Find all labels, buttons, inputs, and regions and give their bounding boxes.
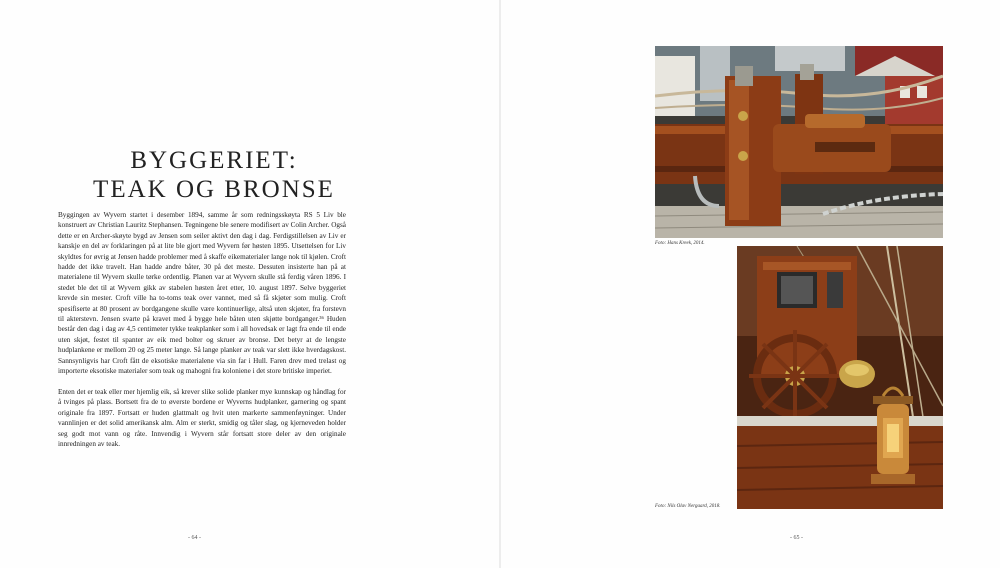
body-text [58,210,346,460]
title-line-1: BYGGERIET: [130,147,298,174]
photo-deck-bollard [655,46,943,238]
chapter-title [58,146,370,204]
title-line-2: TEAK OG BRONSE [93,176,335,203]
helm-lantern-illustration [737,246,943,509]
paragraph-2: Enten det er teak eller mer hjemlig eik, så krever slike solide planker mye kunnskap og håndlag for å tvinges på plass. Bortsett fra de to øverste bordene er Wyverns hudplanker, garnering og spant originale fra 1897. Fortsatt er huden glattmalt og hvit uten markerte sammenføyninger. Under vannlinjen er det solid amerikansk alm. Alm er sterkt, smidig og tåler slag, og kjerneveden holder seg godt mot vann og råte. Innvendig i Wyvern står fortsatt store deler av den originale innredningen av teak. [58,387,346,448]
page-number-right: - 65 - [790,535,803,541]
photo-top-caption: Foto: Hans Kreek, 2014. [655,241,705,246]
photo-helm-lantern [737,246,943,509]
page-number-left: - 64 - [188,535,201,541]
paragraph-1: Byggingen av Wyvern startet i desember 1894, samme år som redningsskøyta RS 5 Liv ble konstruert av Christian Lauritz Stephansen. Tegningene ble senere modifisert av Colin Archer. Også dette er en Archer-skøyte bygd av Jensen som seiler aktivt den dag i dag. Ferdigstillelsen av Liv er kanskje en del av forklaringen på at lite ble gjort med Wyvern før høsten 1895. Utsettelsen for Liv skyldtes for øvrig at Jensen hadde problemer med å skaffe eikematerialer lange nok til kjølen. Croft hadde det ikke travelt. Han hadde andre båter, 30 på det meste. Dessuten insisterte han på at materialene til Wyvern skulle tørke ordentlig. Planen var at Wyvern skulle stå ferdig våren 1896. I stedet ble det til at Wyvern gikk av stabelen høsten året etter, 10. august 1897. Selve byggeriet krevde sin mester. Croft ville ha to-toms teak over vannet, med så få skjøter som mulig. Croft spesifiserte at 80 prosent av bordgangene skulle være kontinuerlige, altså uten skjøter, fra forstevn til akterstevn. Jensen svarte på kravet med å bygge hele båten uten skjøtte bordganger.³⁶ Huden består den dag i dag av 4,5 centimeter tykke teakplanker som i all hovedsak er lagt fra ende til ende uten skjøt, festet til spanter av eik med bolter og skruer av bronse. Det betyr at de lengste hudplankene er mellom 20 og 25 meter lange. Så lange planker av teak var slett ikke hverdagskost. Sannsynligvis har Croft fått de eksotiske materialene via sin far i Hull. Faren drev med trelast og importerte eksotiske materialer som teak og mahogni fra koloniene i det store britiske imperiet. [58,211,346,376]
deck-bollard-illustration [655,46,943,238]
spine-gutter [499,0,501,568]
photo-bottom-caption: Foto: Nils Olav Nergaard, 2018. [655,504,721,509]
